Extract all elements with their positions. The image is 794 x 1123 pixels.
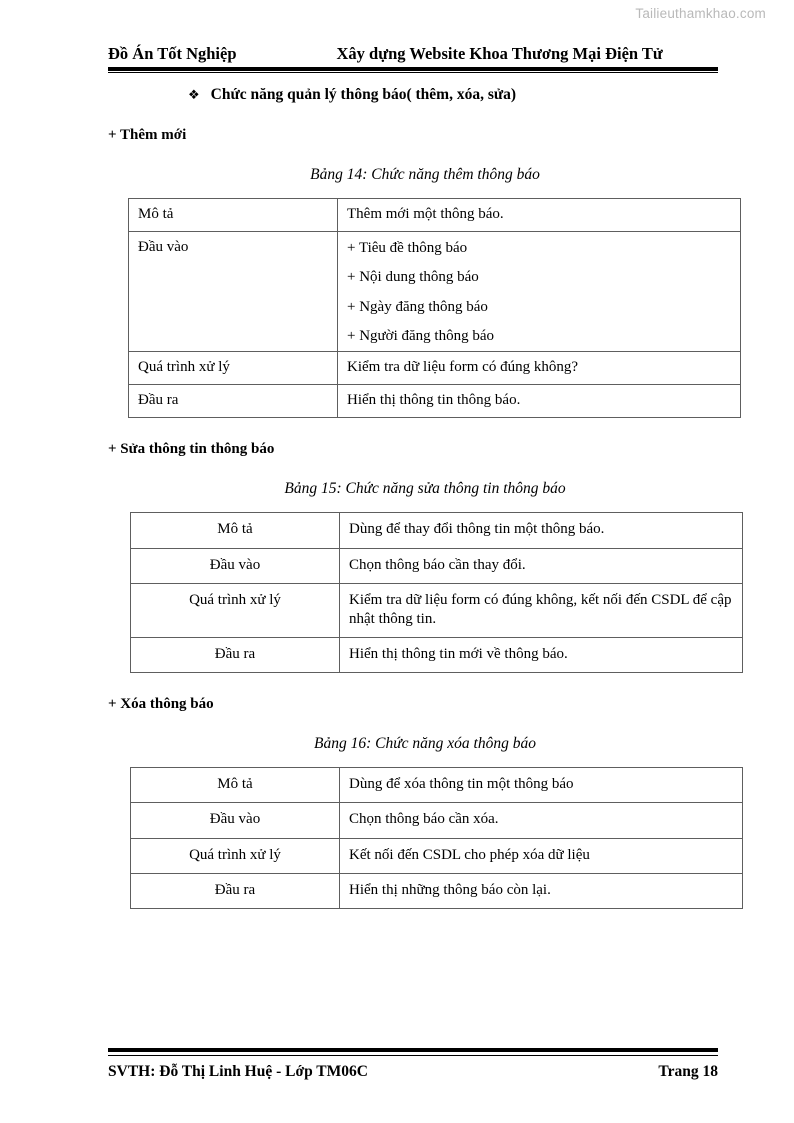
table-row	[131, 583, 743, 637]
spec-table-16	[130, 767, 743, 909]
row-label: Đầu vào	[129, 232, 338, 352]
row-value: Dùng để xóa thông tin một thông báo	[340, 768, 743, 803]
table-row	[129, 232, 741, 352]
row-label: Đầu ra	[131, 873, 340, 908]
header-divider-thin	[108, 72, 718, 73]
row-value: Hiển thị thông tin mới về thông báo.	[340, 638, 743, 673]
row-label: Quá trình xử lý	[131, 583, 340, 637]
document-body	[108, 86, 732, 909]
running-footer	[108, 1063, 718, 1081]
row-label: Quá trình xử lý	[131, 838, 340, 873]
table-row	[131, 638, 743, 673]
row-value: Dùng để thay đổi thông tin một thông báo.	[340, 513, 743, 548]
row-value: Kết nối đến CSDL cho phép xóa dữ liệu	[340, 838, 743, 873]
table-row	[131, 768, 743, 803]
row-label: Đầu vào	[131, 548, 340, 583]
row-value: Kiểm tra dữ liệu form có đúng không?	[338, 351, 741, 384]
list-item: + Ngày đăng thông báo	[347, 298, 488, 315]
table-row	[129, 351, 741, 384]
footer-page-number: Trang 18	[658, 1063, 718, 1080]
table-row	[131, 838, 743, 873]
row-value: Thêm mới một thông báo.	[338, 199, 741, 232]
sub-heading-them-moi: + Thêm mới	[108, 127, 187, 143]
row-value-list	[338, 232, 741, 352]
list-item: + Tiêu đề thông báo	[347, 240, 468, 257]
row-label: Đầu ra	[129, 385, 338, 418]
row-value: Hiển thị thông tin thông báo.	[338, 385, 741, 418]
footer-divider-thin	[108, 1055, 718, 1056]
footer-divider-thick	[108, 1048, 718, 1052]
diamond-bullet-icon: ❖	[188, 88, 200, 103]
table-row	[131, 513, 743, 548]
watermark-text: Tailieuthamkhao.com	[635, 6, 766, 21]
table-row	[129, 385, 741, 418]
row-label: Đầu vào	[131, 803, 340, 838]
row-label: Mô tả	[129, 199, 338, 232]
row-label: Đầu ra	[131, 638, 340, 673]
table-caption-14: Bảng 14: Chức năng thêm thông báo	[310, 166, 540, 183]
spec-table-14	[128, 198, 741, 418]
running-header	[108, 44, 718, 64]
row-label: Mô tả	[131, 513, 340, 548]
row-value: Hiển thị những thông báo còn lại.	[340, 873, 743, 908]
row-value: Kiểm tra dữ liệu form có đúng không, kết nối đến CSDL để cập nhật thông tin.	[340, 583, 743, 637]
table-caption-16: Bảng 16: Chức năng xóa thông báo	[314, 735, 536, 753]
row-value: Chọn thông báo cần thay đổi.	[340, 548, 743, 583]
table-row	[131, 548, 743, 583]
row-value: Chọn thông báo cần xóa.	[340, 803, 743, 838]
header-divider-thick	[108, 67, 718, 71]
footer-author: SVTH: Đỗ Thị Linh Huệ - Lớp TM06C	[108, 1063, 368, 1080]
section-heading-text: Chức năng quản lý thông báo( thêm, xóa, sửa)	[210, 86, 517, 103]
header-title-left: Đồ Án Tốt Nghiệp	[108, 44, 237, 63]
row-label: Mô tả	[131, 768, 340, 803]
table-row	[131, 803, 743, 838]
table-row	[131, 873, 743, 908]
header-title-right: Xây dựng Website Khoa Thương Mại Điện Tử	[336, 44, 663, 63]
list-item: + Nội dung thông báo	[347, 269, 479, 286]
table-caption-15: Bảng 15: Chức năng sửa thông tin thông báo	[284, 480, 566, 498]
sub-heading-sua-thong-tin: + Sửa thông tin thông báo	[108, 441, 275, 458]
list-item: + Người đăng thông báo	[347, 327, 495, 344]
row-label: Quá trình xử lý	[129, 351, 338, 384]
section-heading	[108, 86, 718, 104]
spec-table-15	[130, 512, 743, 673]
sub-heading-xoa-thong-bao: + Xóa thông báo	[108, 696, 214, 713]
table-row	[129, 199, 741, 232]
